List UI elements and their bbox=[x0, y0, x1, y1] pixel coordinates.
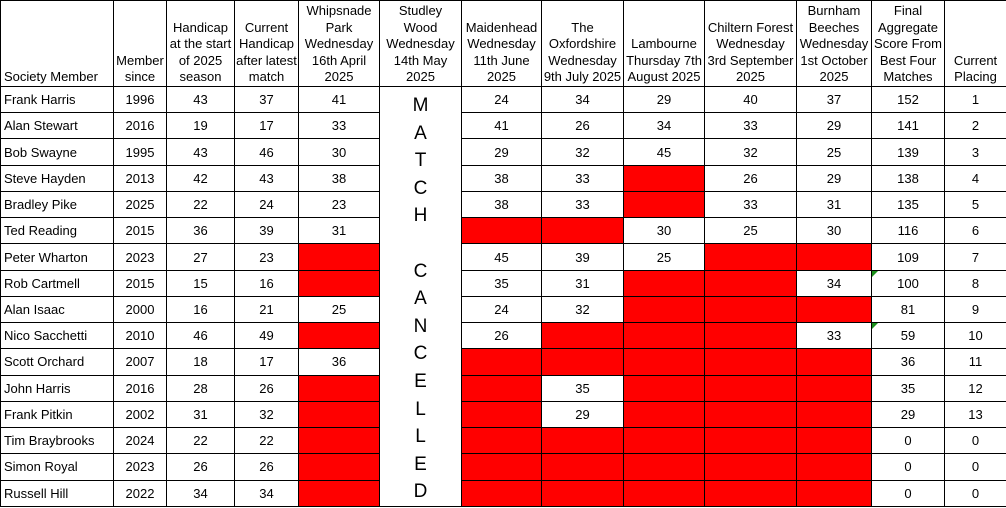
member-since-cell: 2010 bbox=[114, 323, 167, 349]
chiltern-score-cell: 26 bbox=[705, 165, 797, 191]
lambourne-score-cell bbox=[624, 375, 705, 401]
aggregate-score-value: 135 bbox=[897, 197, 919, 213]
handicap-current-cell: 16 bbox=[235, 270, 299, 296]
aggregate-score-value: 36 bbox=[900, 354, 916, 370]
oxfordshire-score-cell: 34 bbox=[542, 87, 624, 113]
aggregate-score-cell bbox=[872, 218, 945, 244]
chiltern-score-cell: 40 bbox=[705, 87, 797, 113]
burnham-score-cell: 25 bbox=[797, 139, 872, 165]
burnham-score-cell: 29 bbox=[797, 113, 872, 139]
cancelled-letter: A bbox=[414, 122, 427, 144]
handicap-current-cell: 24 bbox=[235, 191, 299, 217]
handicap-start-cell: 22 bbox=[167, 428, 235, 454]
placing-cell: 9 bbox=[945, 296, 1006, 322]
aggregate-score-value: 138 bbox=[897, 170, 919, 186]
whipsnade-score-cell bbox=[299, 480, 380, 506]
maidenhead-score-cell: 29 bbox=[462, 139, 542, 165]
handicap-current-cell: 26 bbox=[235, 375, 299, 401]
member-name-cell: Alan Stewart bbox=[1, 113, 114, 139]
handicap-start-cell: 28 bbox=[167, 375, 235, 401]
member-since-cell: 1995 bbox=[114, 139, 167, 165]
aggregate-score-value: 0 bbox=[904, 485, 912, 501]
header-burnham: Burnham Beeches Wednesday 1st October 2025 bbox=[797, 1, 872, 87]
table-row bbox=[1, 375, 1006, 401]
aggregate-score-cell bbox=[872, 244, 945, 270]
cancelled-letter: C bbox=[413, 177, 428, 199]
cancelled-letter: E bbox=[414, 370, 427, 392]
burnham-score-cell bbox=[797, 296, 872, 322]
table-row bbox=[1, 165, 1006, 191]
chiltern-score-cell: 33 bbox=[705, 113, 797, 139]
table-body bbox=[1, 87, 1006, 507]
maidenhead-score-cell bbox=[462, 454, 542, 480]
oxfordshire-score-cell: 39 bbox=[542, 244, 624, 270]
placing-cell: 10 bbox=[945, 323, 1006, 349]
table-row bbox=[1, 323, 1006, 349]
aggregate-score-cell bbox=[872, 139, 945, 165]
handicap-current-cell: 23 bbox=[235, 244, 299, 270]
placing-cell: 13 bbox=[945, 401, 1006, 427]
handicap-start-cell: 15 bbox=[167, 270, 235, 296]
whipsnade-score-cell: 33 bbox=[299, 113, 380, 139]
maidenhead-score-cell bbox=[462, 480, 542, 506]
table-row bbox=[1, 401, 1006, 427]
member-since-cell: 1996 bbox=[114, 87, 167, 113]
table-row bbox=[1, 428, 1006, 454]
maidenhead-score-cell bbox=[462, 401, 542, 427]
lambourne-score-cell bbox=[624, 480, 705, 506]
member-since-cell: 2015 bbox=[114, 270, 167, 296]
header-studley: Studley Wood Wednesday 14th May 2025 bbox=[380, 1, 462, 87]
oxfordshire-score-cell bbox=[542, 323, 624, 349]
burnham-score-cell: 33 bbox=[797, 323, 872, 349]
placing-cell: 5 bbox=[945, 191, 1006, 217]
burnham-score-cell: 31 bbox=[797, 191, 872, 217]
aggregate-score-value: 152 bbox=[897, 92, 919, 108]
aggregate-score-value: 35 bbox=[900, 380, 916, 396]
whipsnade-score-cell bbox=[299, 428, 380, 454]
member-since-cell: 2025 bbox=[114, 191, 167, 217]
member-name-cell: Scott Orchard bbox=[1, 349, 114, 375]
oxfordshire-score-cell bbox=[542, 218, 624, 244]
handicap-current-cell: 43 bbox=[235, 165, 299, 191]
aggregate-score-value: 0 bbox=[904, 459, 912, 475]
chiltern-score-cell: 25 bbox=[705, 218, 797, 244]
member-name-cell: Rob Cartmell bbox=[1, 270, 114, 296]
aggregate-score-value: 0 bbox=[904, 433, 912, 449]
chiltern-score-cell bbox=[705, 296, 797, 322]
member-name-cell: Bradley Pike bbox=[1, 191, 114, 217]
whipsnade-score-cell bbox=[299, 270, 380, 296]
lambourne-score-cell bbox=[624, 454, 705, 480]
handicap-start-cell: 43 bbox=[167, 139, 235, 165]
whipsnade-score-cell bbox=[299, 323, 380, 349]
whipsnade-score-cell: 31 bbox=[299, 218, 380, 244]
comment-indicator-icon[interactable] bbox=[872, 323, 878, 329]
member-since-cell: 2015 bbox=[114, 218, 167, 244]
oxfordshire-score-cell bbox=[542, 454, 624, 480]
handicap-start-cell: 26 bbox=[167, 454, 235, 480]
member-name-cell: Ted Reading bbox=[1, 218, 114, 244]
aggregate-score-cell bbox=[872, 191, 945, 217]
handicap-current-cell: 37 bbox=[235, 87, 299, 113]
burnham-score-cell bbox=[797, 401, 872, 427]
member-since-cell: 2002 bbox=[114, 401, 167, 427]
aggregate-score-value: 141 bbox=[897, 118, 919, 134]
aggregate-score-cell bbox=[872, 296, 945, 322]
placing-cell: 11 bbox=[945, 349, 1006, 375]
member-since-cell: 2000 bbox=[114, 296, 167, 322]
placing-cell: 2 bbox=[945, 113, 1006, 139]
chiltern-score-cell bbox=[705, 323, 797, 349]
member-name-cell: Simon Royal bbox=[1, 454, 114, 480]
aggregate-score-cell bbox=[872, 323, 945, 349]
cancelled-letter: D bbox=[413, 481, 428, 503]
lambourne-score-cell bbox=[624, 323, 705, 349]
placing-cell: 0 bbox=[945, 480, 1006, 506]
table-row bbox=[1, 480, 1006, 506]
cancelled-letter: H bbox=[413, 205, 428, 227]
whipsnade-score-cell bbox=[299, 454, 380, 480]
lambourne-score-cell bbox=[624, 428, 705, 454]
aggregate-score-value: 109 bbox=[897, 249, 919, 265]
handicap-start-cell: 19 bbox=[167, 113, 235, 139]
whipsnade-score-cell: 23 bbox=[299, 191, 380, 217]
cancelled-letter: C bbox=[413, 343, 428, 365]
member-name-cell: Frank Pitkin bbox=[1, 401, 114, 427]
member-name-cell: Steve Hayden bbox=[1, 165, 114, 191]
header-aggregate: Final Aggregate Score From Best Four Matches bbox=[872, 1, 945, 87]
maidenhead-score-cell: 38 bbox=[462, 165, 542, 191]
oxfordshire-score-cell: 29 bbox=[542, 401, 624, 427]
table-row bbox=[1, 296, 1006, 322]
table-row bbox=[1, 191, 1006, 217]
maidenhead-score-cell: 35 bbox=[462, 270, 542, 296]
table-row bbox=[1, 454, 1006, 480]
placing-cell: 4 bbox=[945, 165, 1006, 191]
oxfordshire-score-cell: 33 bbox=[542, 191, 624, 217]
chiltern-score-cell bbox=[705, 270, 797, 296]
burnham-score-cell bbox=[797, 480, 872, 506]
handicap-current-cell: 32 bbox=[235, 401, 299, 427]
handicap-current-cell: 34 bbox=[235, 480, 299, 506]
maidenhead-score-cell bbox=[462, 428, 542, 454]
lambourne-score-cell: 25 bbox=[624, 244, 705, 270]
burnham-score-cell: 34 bbox=[797, 270, 872, 296]
chiltern-score-cell bbox=[705, 244, 797, 270]
aggregate-score-value: 139 bbox=[897, 144, 919, 160]
maidenhead-score-cell: 24 bbox=[462, 87, 542, 113]
chiltern-score-cell bbox=[705, 375, 797, 401]
oxfordshire-score-cell: 32 bbox=[542, 139, 624, 165]
chiltern-score-cell bbox=[705, 454, 797, 480]
member-since-cell: 2007 bbox=[114, 349, 167, 375]
whipsnade-score-cell: 41 bbox=[299, 87, 380, 113]
table-row bbox=[1, 139, 1006, 165]
aggregate-score-value: 81 bbox=[900, 301, 916, 317]
handicap-start-cell: 27 bbox=[167, 244, 235, 270]
cancelled-letter: N bbox=[413, 315, 428, 337]
aggregate-score-cell bbox=[872, 349, 945, 375]
aggregate-score-value: 100 bbox=[897, 275, 919, 291]
handicap-start-cell: 22 bbox=[167, 191, 235, 217]
placing-cell: 0 bbox=[945, 454, 1006, 480]
table-row bbox=[1, 349, 1006, 375]
handicap-start-cell: 46 bbox=[167, 323, 235, 349]
maidenhead-score-cell: 41 bbox=[462, 113, 542, 139]
table-row bbox=[1, 244, 1006, 270]
handicap-start-cell: 42 bbox=[167, 165, 235, 191]
aggregate-score-cell bbox=[872, 270, 945, 296]
header-handicap-current: Current Handicap after latest match bbox=[235, 1, 299, 87]
member-name-cell: Russell Hill bbox=[1, 480, 114, 506]
header-maidenhead: Maidenhead Wednesday 11th June 2025 bbox=[462, 1, 542, 87]
member-since-cell: 2013 bbox=[114, 165, 167, 191]
burnham-score-cell: 37 bbox=[797, 87, 872, 113]
whipsnade-score-cell: 30 bbox=[299, 139, 380, 165]
lambourne-score-cell: 30 bbox=[624, 218, 705, 244]
maidenhead-score-cell: 24 bbox=[462, 296, 542, 322]
handicap-start-cell: 16 bbox=[167, 296, 235, 322]
aggregate-score-cell bbox=[872, 401, 945, 427]
burnham-score-cell bbox=[797, 349, 872, 375]
header-chiltern: Chiltern Forest Wednesday 3rd September 2025 bbox=[705, 1, 797, 87]
burnham-score-cell: 29 bbox=[797, 165, 872, 191]
cancelled-letter: L bbox=[415, 426, 426, 448]
whipsnade-score-cell bbox=[299, 401, 380, 427]
header-row bbox=[1, 1, 1006, 87]
member-name-cell: Alan Isaac bbox=[1, 296, 114, 322]
whipsnade-score-cell: 38 bbox=[299, 165, 380, 191]
burnham-score-cell bbox=[797, 454, 872, 480]
oxfordshire-score-cell: 26 bbox=[542, 113, 624, 139]
handicap-start-cell: 34 bbox=[167, 480, 235, 506]
chiltern-score-cell bbox=[705, 428, 797, 454]
header-handicap-start: Handicap at the start of 2025 season bbox=[167, 1, 235, 87]
placing-cell: 7 bbox=[945, 244, 1006, 270]
burnham-score-cell bbox=[797, 244, 872, 270]
cancelled-letter: A bbox=[414, 288, 427, 310]
member-name-cell: Peter Wharton bbox=[1, 244, 114, 270]
member-since-cell: 2016 bbox=[114, 113, 167, 139]
header-placing: Current Placing bbox=[945, 1, 1006, 87]
member-name-cell: Tim Braybrooks bbox=[1, 428, 114, 454]
lambourne-score-cell bbox=[624, 270, 705, 296]
header-lambourne: Lambourne Thursday 7th August 2025 bbox=[624, 1, 705, 87]
table-row bbox=[1, 113, 1006, 139]
handicap-start-cell: 31 bbox=[167, 401, 235, 427]
handicap-current-cell: 46 bbox=[235, 139, 299, 165]
whipsnade-score-cell: 36 bbox=[299, 349, 380, 375]
member-since-cell: 2022 bbox=[114, 480, 167, 506]
oxfordshire-score-cell: 32 bbox=[542, 296, 624, 322]
chiltern-score-cell: 32 bbox=[705, 139, 797, 165]
whipsnade-score-cell bbox=[299, 375, 380, 401]
member-since-cell: 2023 bbox=[114, 244, 167, 270]
handicap-current-cell: 17 bbox=[235, 349, 299, 375]
lambourne-score-cell: 29 bbox=[624, 87, 705, 113]
lambourne-score-cell: 34 bbox=[624, 113, 705, 139]
oxfordshire-score-cell: 35 bbox=[542, 375, 624, 401]
maidenhead-score-cell: 26 bbox=[462, 323, 542, 349]
handicap-start-cell: 36 bbox=[167, 218, 235, 244]
lambourne-score-cell bbox=[624, 165, 705, 191]
member-since-cell: 2023 bbox=[114, 454, 167, 480]
maidenhead-score-cell bbox=[462, 349, 542, 375]
lambourne-score-cell bbox=[624, 296, 705, 322]
maidenhead-score-cell bbox=[462, 218, 542, 244]
placing-cell: 8 bbox=[945, 270, 1006, 296]
oxfordshire-score-cell: 31 bbox=[542, 270, 624, 296]
member-name-cell: Bob Swayne bbox=[1, 139, 114, 165]
lambourne-score-cell bbox=[624, 401, 705, 427]
aggregate-score-cell bbox=[872, 87, 945, 113]
handicap-current-cell: 26 bbox=[235, 454, 299, 480]
aggregate-score-cell bbox=[872, 375, 945, 401]
header-member: Society Member bbox=[1, 1, 114, 87]
maidenhead-score-cell: 38 bbox=[462, 191, 542, 217]
chiltern-score-cell bbox=[705, 401, 797, 427]
cancelled-letter: M bbox=[412, 95, 429, 116]
aggregate-score-value: 59 bbox=[900, 328, 916, 344]
lambourne-score-cell bbox=[624, 349, 705, 375]
whipsnade-score-cell: 25 bbox=[299, 296, 380, 322]
handicap-current-cell: 21 bbox=[235, 296, 299, 322]
whipsnade-score-cell bbox=[299, 244, 380, 270]
handicap-start-cell: 43 bbox=[167, 87, 235, 113]
chiltern-score-cell: 33 bbox=[705, 191, 797, 217]
burnham-score-cell bbox=[797, 428, 872, 454]
handicap-current-cell: 17 bbox=[235, 113, 299, 139]
oxfordshire-score-cell bbox=[542, 480, 624, 506]
maidenhead-score-cell: 45 bbox=[462, 244, 542, 270]
oxfordshire-score-cell bbox=[542, 428, 624, 454]
placing-cell: 3 bbox=[945, 139, 1006, 165]
handicap-current-cell: 39 bbox=[235, 218, 299, 244]
member-since-cell: 2016 bbox=[114, 375, 167, 401]
aggregate-score-value: 29 bbox=[900, 406, 916, 422]
handicap-current-cell: 49 bbox=[235, 323, 299, 349]
table-row bbox=[1, 270, 1006, 296]
lambourne-score-cell: 45 bbox=[624, 139, 705, 165]
aggregate-score-cell bbox=[872, 428, 945, 454]
member-since-cell: 2024 bbox=[114, 428, 167, 454]
cancelled-letter: C bbox=[413, 260, 428, 282]
table-row bbox=[1, 218, 1006, 244]
chiltern-score-cell bbox=[705, 480, 797, 506]
studley-cancelled-cell bbox=[380, 87, 462, 507]
handicap-current-cell: 22 bbox=[235, 428, 299, 454]
cancelled-letter: E bbox=[414, 453, 427, 475]
oxfordshire-score-cell: 33 bbox=[542, 165, 624, 191]
maidenhead-score-cell bbox=[462, 375, 542, 401]
placing-cell: 1 bbox=[945, 87, 1006, 113]
header-oxfordshire: The Oxfordshire Wednesday 9th July 2025 bbox=[542, 1, 624, 87]
comment-indicator-icon[interactable] bbox=[872, 271, 878, 277]
handicap-start-cell: 18 bbox=[167, 349, 235, 375]
member-name-cell: John Harris bbox=[1, 375, 114, 401]
lambourne-score-cell bbox=[624, 191, 705, 217]
aggregate-score-cell bbox=[872, 113, 945, 139]
header-member-since: Member since bbox=[114, 1, 167, 87]
member-name-cell: Nico Sacchetti bbox=[1, 323, 114, 349]
placing-cell: 6 bbox=[945, 218, 1006, 244]
cancelled-letter: T bbox=[414, 150, 427, 172]
aggregate-score-cell bbox=[872, 165, 945, 191]
cancelled-letter: L bbox=[415, 398, 426, 420]
placing-cell: 12 bbox=[945, 375, 1006, 401]
oxfordshire-score-cell bbox=[542, 349, 624, 375]
burnham-score-cell: 30 bbox=[797, 218, 872, 244]
burnham-score-cell bbox=[797, 375, 872, 401]
table-row bbox=[1, 87, 1006, 113]
header-whipsnade: Whipsnade Park Wednesday 16th April 2025 bbox=[299, 1, 380, 87]
aggregate-score-cell bbox=[872, 454, 945, 480]
chiltern-score-cell bbox=[705, 349, 797, 375]
aggregate-score-cell bbox=[872, 480, 945, 506]
placing-cell: 0 bbox=[945, 428, 1006, 454]
member-name-cell: Frank Harris bbox=[1, 87, 114, 113]
aggregate-score-value: 116 bbox=[897, 223, 919, 239]
